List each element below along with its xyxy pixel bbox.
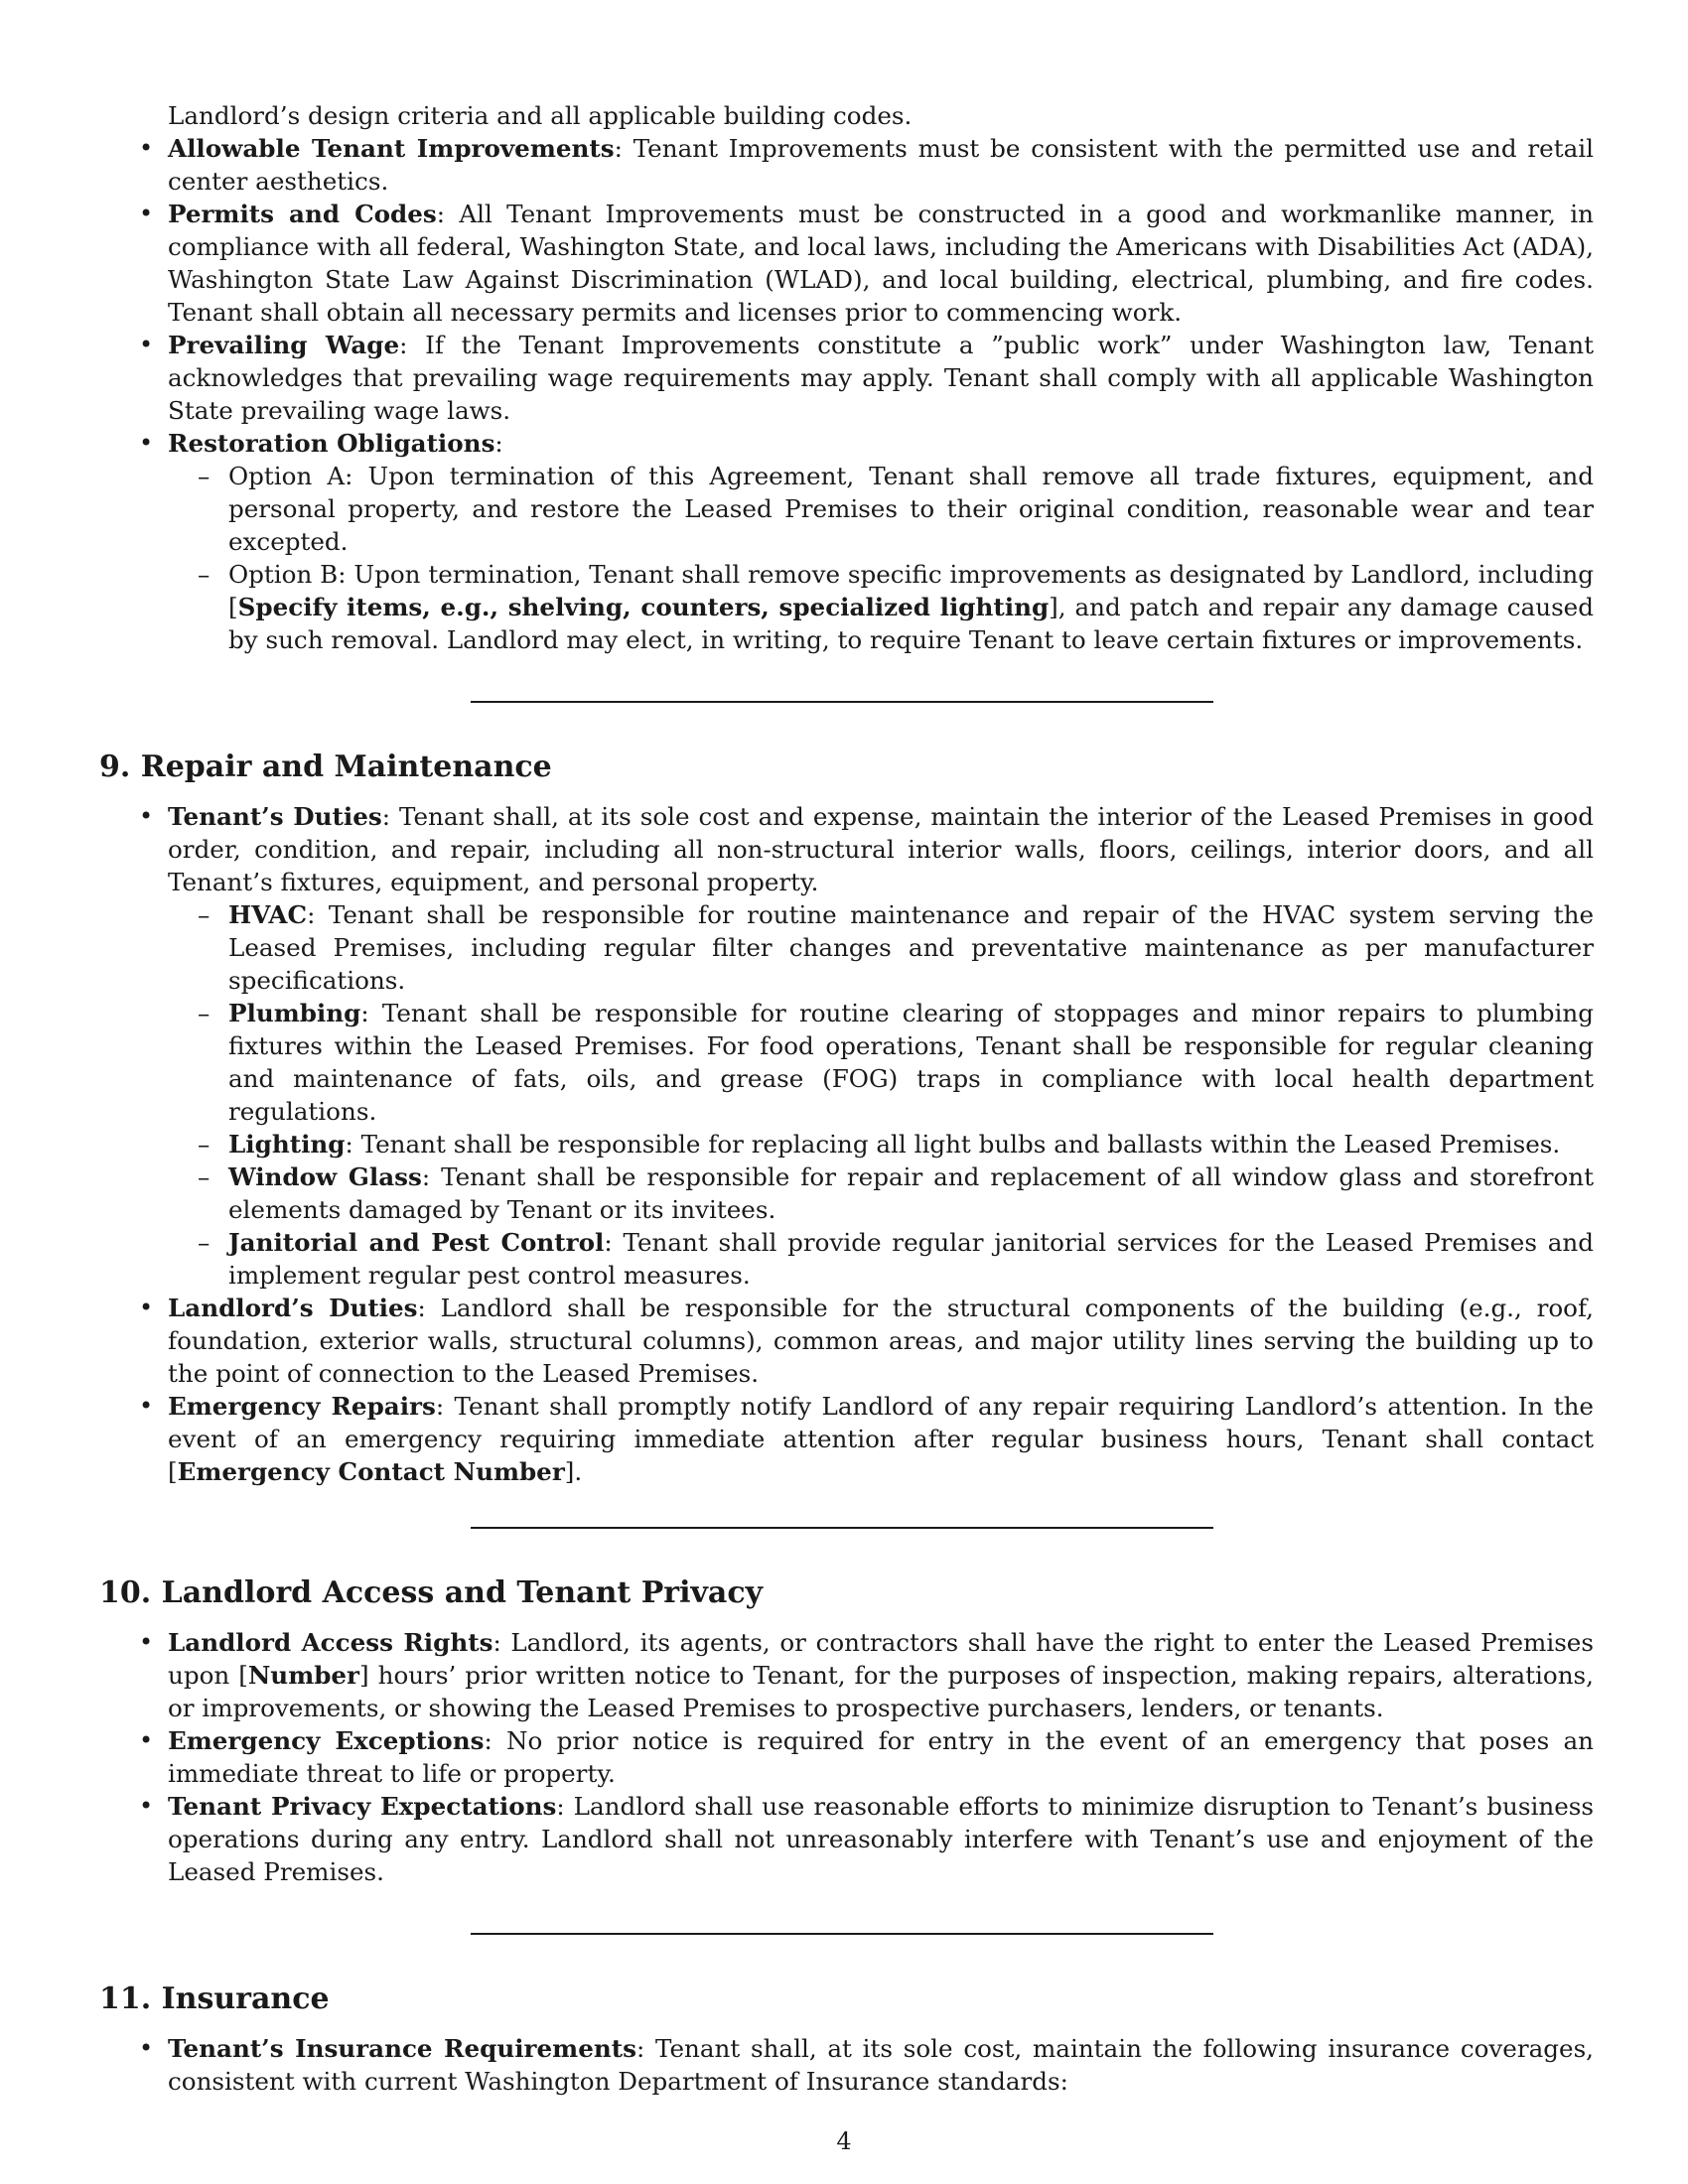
- item-text: : Landlord, its agents, or contractors shall have the right to enter the Leased Premises upon [: [168, 1628, 1594, 1690]
- sub-label: Window Glass: [228, 1162, 422, 1191]
- sub-text: : Tenant shall provide regular janitorial services for the Leased Premises and implement regular pest control measures.: [228, 1228, 1594, 1290]
- sublist-item-janitorial: [168, 1226, 1594, 1292]
- sub-label: Plumbing: [228, 999, 361, 1027]
- notice-hours-placeholder: Number: [247, 1661, 360, 1690]
- sub-label: Lighting: [228, 1130, 346, 1159]
- page-number: 4: [836, 2127, 852, 2155]
- list-item: [99, 1292, 1594, 1390]
- item-text: : No prior notice is required for entry in the event of an emergency that poses an immediate threat to life or property.: [168, 1726, 1594, 1788]
- list-item: [99, 1724, 1594, 1790]
- item-label: Tenant’s Duties: [168, 802, 382, 831]
- list-item: [99, 1626, 1594, 1724]
- sub-text: : Tenant shall be responsible for routine maintenance and repair of the HVAC system serving the Leased Premises, including regular filter changes and preventative maintenance as per manufacturer specifications.: [228, 900, 1594, 995]
- item-label: Permits and Codes: [168, 200, 437, 228]
- item-text-end: ].: [564, 1457, 583, 1486]
- item-text: : If the Tenant Improvements constitute a ”public work” under Washington law, Tenant acknowledges that prevailing wage requirements may apply. Tenant shall comply with all applicable Washington State prevailing wage laws.: [168, 331, 1594, 425]
- section-divider: [471, 1527, 1213, 1529]
- list-item: [99, 1390, 1594, 1488]
- section-11-title: 11. Insurance: [99, 1980, 330, 2016]
- tenant-improvements-list: [99, 132, 1594, 656]
- item-text: : Tenant shall promptly notify Landlord of any repair requiring Landlord’s attention. In the event of an emergency requiring immediate attention after regular business hours, Tenant shall contact [: [168, 1392, 1594, 1486]
- item-text: : Landlord shall be responsible for the structural components of the building (e.g., roof, foundation, exterior walls, structural columns), common areas, and major utility lines serving the building up to the point of connection to the Leased Premises.: [168, 1294, 1594, 1388]
- emergency-contact-placeholder: Emergency Contact Number: [177, 1457, 565, 1486]
- sub-text: : Tenant shall be responsible for repair and replacement of all window glass and storefront elements damaged by Tenant or its invitees.: [228, 1162, 1595, 1224]
- item-text: : All Tenant Improvements must be constructed in a good and workmanlike manner, in compliance with all federal, Washington State, and local laws, including the Americans with Disabilities Act (ADA), Washington State Law Against Discrimination (WLAD), and local building, electrical, plumbing, and fire codes. Tenant shall obtain all necessary permits and licenses prior to commencing work.: [168, 200, 1594, 327]
- item-label: Landlord Access Rights: [168, 1628, 493, 1657]
- option-b-placeholder: Specify items, e.g., shelving, counters, specialized lighting: [237, 593, 1050, 621]
- item-text: : Tenant shall, at its sole cost and expense, maintain the interior of the Leased Premises in good order, condition, and repair, including all non-structural interior walls, floors, ceilings, interior doors, and all Tenant’s fixtures, equipment, and personal property.: [168, 802, 1594, 896]
- list-item: [99, 132, 1594, 198]
- repair-maintenance-list: [99, 800, 1594, 1488]
- access-privacy-list: [99, 1626, 1594, 1888]
- item-label: Restoration Obligations: [168, 429, 495, 458]
- section-9-title: 9. Repair and Maintenance: [99, 750, 552, 784]
- item-label: Tenant Privacy Expectations: [168, 1792, 557, 1821]
- sub-text: : Tenant shall be responsible for routine clearing of stoppages and minor repairs to plumbing fixtures within the Leased Premises. For food operations, Tenant shall be responsible for regular cleaning and maintenance of fats, oils, and grease (FOG) traps in compliance with local health department regulations.: [228, 999, 1594, 1126]
- tenant-duties-sublist: [168, 898, 1594, 1292]
- sub-text: : Tenant shall be responsible for replacing all light bulbs and ballasts within the Leased Premises.: [345, 1130, 1561, 1159]
- item-label: Tenant’s Insurance Requirements: [168, 2033, 636, 2063]
- list-item: [99, 198, 1594, 329]
- sublist-item-lighting: [168, 1128, 1594, 1160]
- option-b-text-end: ], and patch and repair any damage caused by such removal. Landlord may elect, in writing, to require Tenant to leave certain fixtures or improvements.: [228, 593, 1594, 654]
- list-item: [99, 1790, 1594, 1888]
- item-label: Emergency Repairs: [168, 1392, 436, 1421]
- sublist-item-window-glass: [168, 1160, 1594, 1226]
- item-text: : Tenant shall, at its sole cost, maintain the following insurance coverages, consistent with current Washington Department of Insurance standards:: [168, 2033, 1595, 2096]
- section-divider: [471, 701, 1213, 703]
- sublist-item-plumbing: [168, 997, 1594, 1128]
- item-label: Emergency Exceptions: [168, 1726, 485, 1755]
- item-label: Prevailing Wage: [168, 331, 400, 359]
- sublist-item-hvac: [168, 898, 1594, 997]
- section-10-title: 10. Landlord Access and Tenant Privacy: [99, 1575, 764, 1610]
- item-text: : Landlord shall use reasonable efforts to minimize disruption to Tenant’s business operations during any entry. Landlord shall not unreasonably interfere with Tenant’s use and enjoyment of the Leased Premises.: [168, 1792, 1594, 1886]
- sub-label: HVAC: [228, 900, 308, 929]
- item-text: : Tenant Improvements must be consistent with the permitted use and retail center aesthetics.: [168, 134, 1594, 196]
- document-page: [99, 99, 1594, 2098]
- list-item: [99, 329, 1594, 427]
- section-divider: [471, 1933, 1213, 1935]
- restoration-option-b: [168, 558, 1594, 656]
- item-text-end: ] hours’ prior written notice to Tenant, for the purposes of inspection, making repairs, alterations, or improvements, or showing the Leased Premises to prospective purchasers, lenders, or tenants.: [168, 1661, 1594, 1722]
- sub-label: Janitorial and Pest Control: [228, 1228, 605, 1257]
- item-label: Landlord’s Duties: [168, 1294, 418, 1322]
- list-item: [99, 427, 1594, 656]
- insurance-list: [99, 2032, 1594, 2098]
- list-item: [99, 2032, 1594, 2098]
- restoration-options: [168, 460, 1594, 656]
- list-item: [99, 800, 1594, 1292]
- restoration-option-a: – Option A: Upon termination of this Agreement, Tenant shall remove all trade fixtures, equipment, and personal property, and restore the Leased Premises to their original condition, reasonable wear and tear excepted.: [168, 460, 1594, 558]
- continuation-text: Landlord’s design criteria and all applicable building codes.: [168, 101, 913, 130]
- item-label: Allowable Tenant Improvements: [168, 134, 615, 163]
- option-b-text: Option B: Upon termination, Tenant shall remove specific improvements as designated by Landlord, including [: [228, 560, 1594, 621]
- item-text: :: [494, 429, 503, 458]
